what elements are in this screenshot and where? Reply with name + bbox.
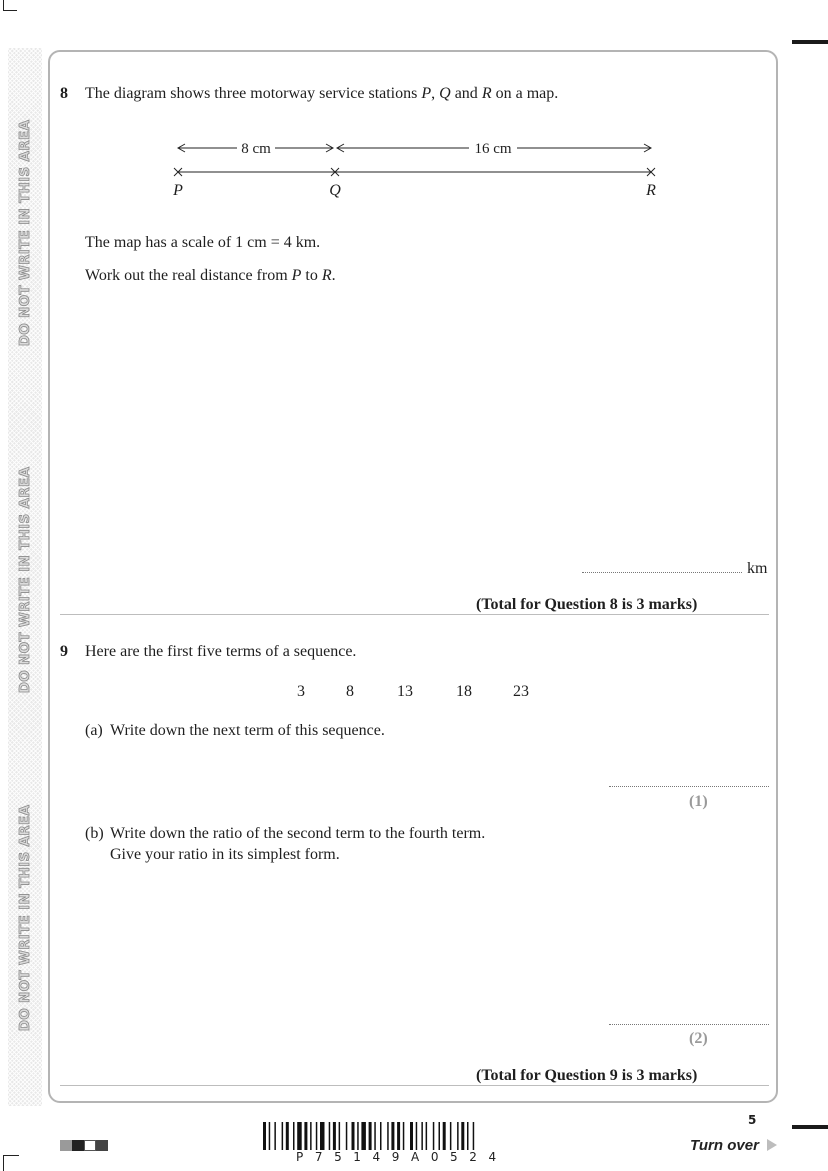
crop-mark bbox=[3, 10, 17, 11]
question-intro: The diagram shows three motorway service stations P, Q and R on a map. bbox=[85, 85, 559, 102]
edge-mark bbox=[792, 40, 828, 44]
page-number: 5 bbox=[748, 1113, 757, 1127]
part-a-text: Write down the next term of this sequence. bbox=[110, 722, 385, 739]
answer-line[interactable] bbox=[582, 572, 742, 573]
question-number: 8 bbox=[60, 85, 68, 102]
play-arrow-icon bbox=[767, 1139, 777, 1151]
sequence-term: 13 bbox=[397, 683, 413, 700]
answer-line[interactable] bbox=[609, 786, 769, 787]
barcode-digits: P75149A0524 bbox=[296, 1150, 508, 1164]
crop-mark bbox=[3, 1155, 19, 1156]
question-total: (Total for Question 9 is 3 marks) bbox=[476, 1067, 698, 1084]
crop-mark bbox=[3, 1155, 4, 1171]
answer-unit: km bbox=[747, 560, 768, 577]
question-divider bbox=[60, 1085, 769, 1086]
question-frame bbox=[48, 50, 778, 1103]
sequence-term: 18 bbox=[456, 683, 472, 700]
question-total: (Total for Question 8 is 3 marks) bbox=[476, 596, 698, 613]
map-diagram bbox=[165, 135, 665, 205]
question-instruction: Work out the real distance from P to R. bbox=[85, 267, 336, 284]
print-mark bbox=[72, 1140, 84, 1151]
question-divider bbox=[60, 614, 769, 615]
point-label-p: P bbox=[173, 182, 183, 199]
point-label-q: Q bbox=[329, 182, 341, 199]
qr-length-label: 16 cm bbox=[474, 141, 512, 157]
edge-mark bbox=[792, 1125, 828, 1129]
part-a-label: (a) bbox=[85, 722, 103, 739]
pq-length-label: 8 cm bbox=[241, 141, 271, 157]
sequence-term: 3 bbox=[297, 683, 305, 700]
answer-line[interactable] bbox=[609, 1024, 769, 1025]
part-b-marks: (2) bbox=[689, 1030, 708, 1047]
question-number: 9 bbox=[60, 643, 68, 660]
sequence-term: 8 bbox=[346, 683, 354, 700]
barcode bbox=[263, 1122, 565, 1150]
scale-text: The map has a scale of 1 cm = 4 km. bbox=[85, 234, 321, 251]
crop-mark bbox=[3, 0, 4, 10]
point-label-r: R bbox=[646, 182, 656, 199]
question-intro: Here are the first five terms of a sequence. bbox=[85, 643, 357, 660]
part-a-marks: (1) bbox=[689, 793, 708, 810]
turn-over-label: Turn over bbox=[690, 1137, 759, 1154]
sequence-term: 23 bbox=[513, 683, 529, 700]
part-b-label: (b) bbox=[85, 825, 104, 842]
part-b-text: Give your ratio in its simplest form. bbox=[110, 846, 340, 863]
part-b-text: Write down the ratio of the second term to the fourth term. bbox=[110, 825, 486, 842]
print-mark bbox=[60, 1140, 72, 1151]
print-mark bbox=[96, 1140, 108, 1151]
print-mark bbox=[84, 1140, 96, 1151]
